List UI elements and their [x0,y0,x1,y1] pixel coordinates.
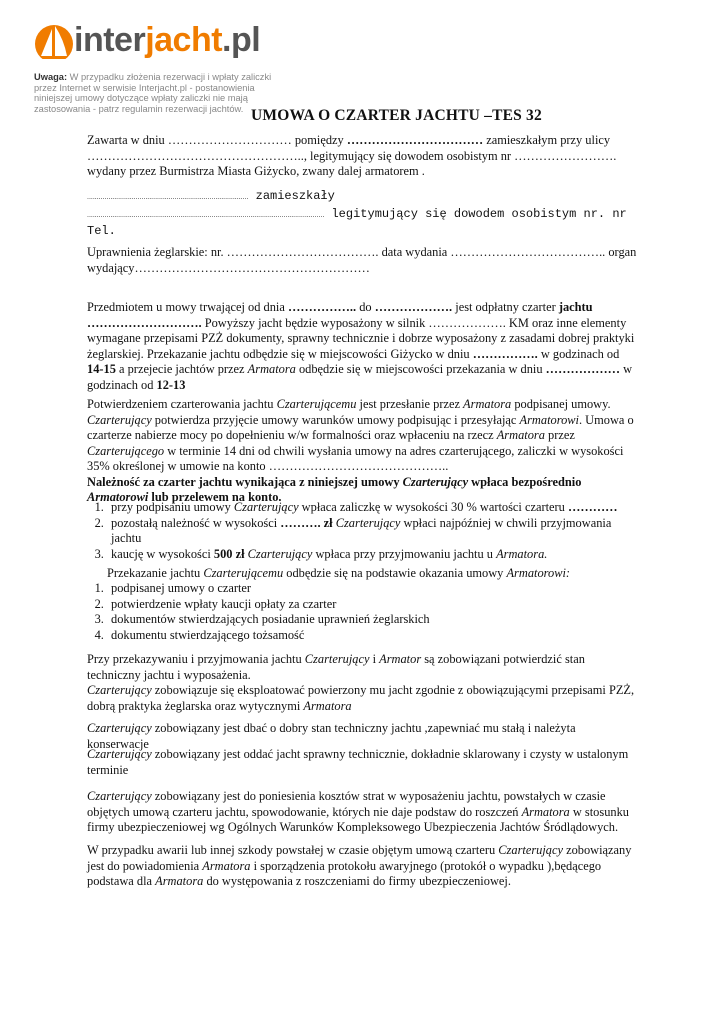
list-item: 1. podpisanej umowy o czarter [107,581,637,597]
reservation-warning: Uwaga: W przypadku złożenia rezerwacji i wpłaty zaliczki przez Internet w serwisie Interjacht.pl - postanowienia niniejszej umowy dotyczące wpłaty zaliczki nie mają zastosowania - patrz regulamin rezerwacji jachtów. [34,72,272,114]
damage-paragraph: W przypadku awarii lub innej szkody powstałej w czasie objętym umową czarteru Czarterujący zobowiązany jest do powiadomienia Armatora i sporządzenia protokołu awaryjnego (protokół o wypadku ),będącego podstawa dla Armatora do występowania z roszczeniami do firmy ubezpieczeniowej. [87,843,632,888]
charterer-fields: ................................................................................... zamieszkały .......................................................................................................................... legitymujący się dowodem osobistym nr. nr Tel. [87,189,627,238]
list-item: 4. dokumentu stwierdzającego tożsamość [107,628,637,644]
handover-paragraph: Przekazanie jachtu Czarterującemu odbędzie się na podstawie okazania umowy Armatorowi: [107,566,571,580]
list-item: 2. pozostałą należność w wysokości ………. zł Czarterujący wpłaci najpóźniej w chwili przyjmowania jachtu [107,516,637,547]
sailing-license-paragraph: Uprawnienia żeglarskie: nr. ………………………………. data wydania ……………………………….. organ wydający………………………………………………… [87,245,637,275]
payment-list [87,500,637,562]
interjacht-logo [34,18,261,70]
document-title: UMOWA O CZARTER JACHTU –TES 32 [251,107,542,124]
parties-paragraph: Zawarta w dniu ………………………… pomiędzy …………………………… zamieszkałym przy ulicy …………………………………………….., legitymujący się dowodem osobistym nr ……………………. wydany przez Burmistrza Miasta Giżycko, zwany dalej armatorem . [87,133,617,178]
list-item: 3. dokumentów stwierdzających posiadanie uprawnień żeglarskich [107,612,637,628]
list-item: 2. potwierdzenie wpłaty kaucji opłaty za czarter [107,597,637,613]
technical-state-paragraph: Przy przekazywaniu i przyjmowania jachtu Czarterujący i Armator są zobowiązani potwierdzić stan techniczny jachtu i wyposażenia. Czarterujący zobowiązuje się eksploatować powierzony mu jacht zgodnie z obowiązującymi przepisami PZŻ, dobrą praktyka żeglarska oraz wytycznymi Armatora [87,652,635,713]
confirmation-paragraph: Potwierdzeniem czarterowania jachtu Czarterującemu jest przesłanie przez Armatora podpisanej umowy. Czarterujący potwierdza przyjęcie umowy warunków umowy podpisując i przesyłając Armatorowi. Umowa o czarterze nabierze mocy po dopełnieniu w/w formalności oraz wpłaceniu na rzecz Armatora przez Czarterującego w terminie 14 dni od chwili wysłania umowy na adres czarterującego, zaliczki w wysokości 35% określonej w umowie na konto …………………………………….. Należność za czarter jachtu wynikająca z niniejszej umowy Czarterujący wpłaca bezpośrednio Armatorowi lub przelewem na konto. [87,397,634,504]
losses-paragraph: Czarterujący zobowiązany jest do poniesienia kosztów strat w wyposażeniu jachtu, powstałych w czasie objętych umową czarteru jachtu, spowodowanie, których nie daje podstaw do roszczeń Armatora w stosunku firmy ubezpieczeniowej wg Ogólnych Warunków Kompleksowego Ubezpieczenia Jachtów Śródlądowych. [87,789,629,834]
charter-subject-paragraph: Przedmiotem u mowy trwającej od dnia …………….. do ………………. jest odpłatny czarter jachtu ………………………. Powyższy jacht będzie wyposażony w silnik ………………. KM oraz inne elementy wymagane przepisami PZŻ dokumenty, sprawny technicznie i dobrze wyposażony z zasadami dobrej praktyki żeglarskiej. Przekazanie jachtu odbędzie się w miejscowości Giżycko w dniu ……………. w godzinach od 14-15 a przejecie jachtów przez Armatora odbędzie się w miejscowości przekazania w dniu ……………… w godzinach od 12-13 [87,300,635,392]
sailboat-logo-icon [34,20,74,68]
documents-list [87,581,637,643]
list-item: 3. kaucję w wysokości 500 zł Czarterujący wpłaca przy przyjmowaniu jachtu u Armatora. [107,547,637,563]
maintenance-paragraph: Czarterujący zobowiązany jest dbać o dobry stan techniczny jachtu ,zapewniać mu stałą i należyta konserwacje [87,721,576,751]
logo-wordmark: interjacht.pl [74,21,261,59]
list-item: 1. przy podpisaniu umowy Czarterujący wpłaca zaliczkę w wysokości 30 % wartości czarteru ………… [107,500,637,516]
return-paragraph: Czarterujący zobowiązany jest oddać jacht sprawny technicznie, dokładnie sklarowany i czysty w ustalonym terminie [87,747,629,777]
